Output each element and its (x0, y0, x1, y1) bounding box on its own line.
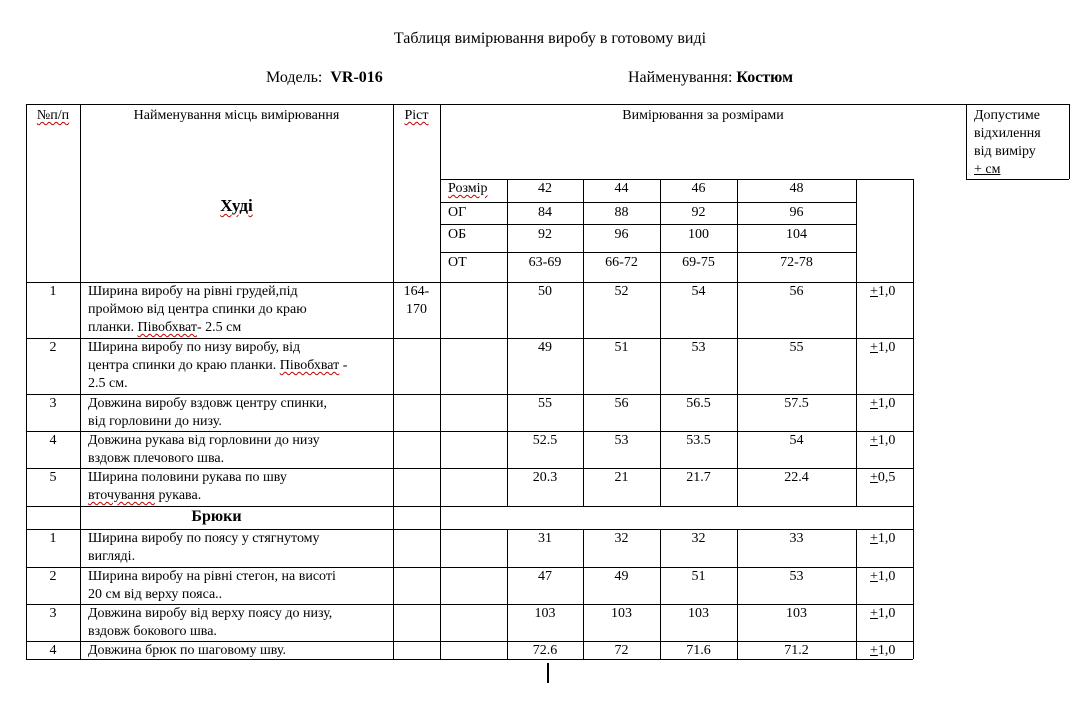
hoodie-row-value: 50 (538, 284, 552, 299)
hoodie-row-value: 55 (538, 396, 552, 411)
pants-row-description: Ширина виробу по поясу у стягнутому (88, 531, 320, 546)
row-line (26, 338, 913, 339)
hoodie-row-value: 52 (614, 284, 629, 299)
naming-label: Найменування: (628, 69, 733, 86)
col-line (966, 104, 967, 179)
pants-row-value: 72 (614, 643, 629, 658)
pants-row-value: 72.6 (532, 643, 558, 658)
section-hoodie: Худі (220, 196, 253, 215)
hoodie-row-description: Довжина рукава від горловини до низу (88, 433, 320, 448)
pants-row-description: вигляді. (88, 549, 136, 564)
pants-row-value: 103 (534, 606, 556, 621)
header-measure: Вимірювання за розмірами (622, 108, 784, 123)
hoodie-row-value: 21.7 (686, 470, 711, 485)
size-value: 92 (538, 227, 552, 242)
hoodie-row-tolerance: +1,0 (870, 396, 896, 411)
tolerance-header-bottom (966, 179, 1069, 180)
table-top-border (26, 104, 1069, 105)
col-line (856, 529, 857, 659)
hoodie-row-description: вздовж плечового шва. (88, 451, 225, 466)
hoodie-row-number: 4 (49, 433, 57, 448)
height-value: 164- (403, 284, 430, 299)
size-value: 100 (688, 227, 709, 242)
pants-row-value: 49 (614, 569, 629, 584)
hoodie-row-value: 53.5 (686, 433, 711, 448)
hoodie-row-number: 3 (49, 396, 57, 411)
size-value: 46 (691, 181, 706, 196)
pants-row-number: 1 (49, 531, 57, 546)
header-tolerance-line: + см (974, 162, 1001, 177)
hoodie-row-description: проймою від центра спинки до краю (88, 302, 307, 317)
size-value: 44 (614, 181, 629, 196)
size-row-label: Розмір (448, 181, 488, 196)
hoodie-row-number: 1 (49, 284, 57, 299)
pants-row-description: Довжина брюк по шаговому шву. (88, 643, 287, 658)
hoodie-row-description: від горловини до низу. (88, 414, 222, 429)
size-row-label: ОГ (448, 205, 467, 220)
pants-row-description: 20 см від верху пояса.. (88, 587, 223, 602)
hoodie-row-value: 53 (691, 340, 706, 355)
pants-row-value: 53 (789, 569, 804, 584)
pants-row-value: 32 (691, 531, 706, 546)
size-value: 72-78 (780, 255, 813, 270)
hoodie-row-value: 22.4 (784, 470, 809, 485)
pants-row-value: 51 (691, 569, 706, 584)
hoodie-row-description: Довжина виробу вздовж центру спинки, (88, 396, 327, 411)
hoodie-row-number: 2 (49, 340, 57, 355)
row-line (26, 529, 913, 530)
col-line (440, 104, 441, 659)
size-value: 48 (789, 181, 804, 196)
hoodie-row-value: 21 (614, 470, 629, 485)
hoodie-row-value: 56 (789, 284, 804, 299)
header-tolerance-line: від виміру (974, 144, 1036, 159)
hoodie-row-value: 57.5 (784, 396, 809, 411)
hoodie-row-value: 54 (691, 284, 706, 299)
hoodie-row-value: 49 (538, 340, 552, 355)
text-cursor (547, 663, 549, 683)
document-title: Таблиця вимірювання виробу в готовому виді (393, 30, 707, 47)
pants-row-tolerance: +1,0 (870, 606, 896, 621)
row-line (26, 394, 913, 395)
section-pants: Брюки (191, 508, 242, 525)
size-value: 104 (786, 227, 807, 242)
pants-row-value: 103 (688, 606, 709, 621)
hoodie-row-tolerance: +1,0 (870, 433, 896, 448)
row-line (26, 468, 913, 469)
hoodie-row-value: 51 (614, 340, 629, 355)
pants-row-description: Ширина виробу на рівні стегон, на висоті (88, 569, 336, 584)
size-value: 42 (538, 181, 552, 196)
pants-row-value: 47 (538, 569, 552, 584)
pants-row-value: 31 (538, 531, 552, 546)
size-grid-line (440, 202, 856, 203)
col-line (80, 104, 81, 659)
pants-row-description: Довжина виробу від верху поясу до низу, (88, 606, 333, 621)
header-place: Найменування місць вимірювання (133, 108, 340, 123)
size-value: 88 (614, 205, 629, 220)
hoodie-row-description: Ширина виробу по низу виробу, від (88, 340, 301, 355)
size-value: 92 (691, 205, 706, 220)
naming-value: Костюм (736, 69, 794, 86)
hoodie-row-value: 53 (614, 433, 629, 448)
size-value: 69-75 (682, 255, 715, 270)
pants-row-tolerance: +1,0 (870, 569, 896, 584)
header-height: Ріст (404, 108, 429, 123)
col-line (583, 529, 584, 659)
col-line (856, 179, 857, 282)
row-line (26, 604, 913, 605)
row-line (26, 567, 913, 568)
pants-row-tolerance: +1,0 (870, 531, 896, 546)
model-label: Модель: (266, 69, 323, 86)
hoodie-row-description: 2.5 см. (88, 376, 128, 391)
header-tolerance-line: відхилення (974, 126, 1041, 141)
pants-row-number: 2 (49, 569, 57, 584)
hoodie-row-value: 56 (614, 396, 629, 411)
hoodie-row-value: 20.3 (532, 470, 558, 485)
pants-row-value: 71.2 (784, 643, 809, 658)
hoodie-row-description: Ширина виробу на рівні грудей,під (88, 284, 298, 299)
pants-row-tolerance: +1,0 (870, 643, 896, 658)
col-line (737, 529, 738, 659)
header-number: №п/п (36, 108, 70, 123)
table-bottom-border (26, 659, 913, 660)
row-line (26, 431, 913, 432)
hoodie-row-tolerance: +1,0 (870, 340, 896, 355)
col-line (393, 104, 394, 659)
hoodie-row-tolerance: +0,5 (870, 470, 896, 485)
col-line (660, 529, 661, 659)
height-value: 170 (406, 302, 427, 317)
pants-row-value: 103 (786, 606, 807, 621)
model-value: VR-016 (330, 69, 383, 86)
hoodie-row-value: 54 (789, 433, 804, 448)
hoodie-row-description: планки. Півобхват- 2.5 см (88, 320, 242, 335)
table-right-border (1069, 104, 1070, 179)
hoodie-row-description: вточування рукава. (88, 488, 202, 503)
pants-row-description: вздовж бокового шва. (88, 624, 217, 639)
hoodie-row-value: 55 (789, 340, 804, 355)
col-line (507, 529, 508, 659)
pants-row-number: 4 (49, 643, 57, 658)
row-line (26, 506, 913, 507)
size-value: 63-69 (528, 255, 562, 270)
size-row-label: ОТ (448, 255, 467, 270)
pants-row-number: 3 (49, 606, 57, 621)
size-value: 96 (614, 227, 629, 242)
pants-row-value: 32 (614, 531, 629, 546)
hoodie-row-description: центра спинки до краю планки. Півобхват - (88, 358, 348, 373)
size-value: 96 (789, 205, 804, 220)
row-line (26, 641, 913, 642)
size-value: 84 (538, 205, 552, 220)
size-grid-line (440, 224, 856, 225)
size-grid-top (440, 179, 913, 180)
model-line (266, 69, 383, 87)
hoodie-row-description: Ширина половини рукава по шву (88, 470, 287, 485)
hoodie-row-value: 56.5 (686, 396, 711, 411)
hoodie-row-number: 5 (49, 470, 57, 485)
pants-row-value: 33 (789, 531, 804, 546)
hoodie-row-value: 52.5 (532, 433, 558, 448)
col-line (856, 282, 857, 506)
col-line (913, 179, 914, 659)
header-tolerance-line: Допустиме (974, 108, 1040, 123)
pants-row-value: 71.6 (686, 643, 711, 658)
hoodie-row-tolerance: +1,0 (870, 284, 896, 299)
size-row-label: ОБ (448, 227, 467, 242)
naming-line (628, 69, 793, 87)
header-bottom (26, 282, 913, 283)
size-value: 66-72 (605, 255, 638, 270)
pants-row-value: 103 (611, 606, 632, 621)
size-grid-line (440, 252, 856, 253)
